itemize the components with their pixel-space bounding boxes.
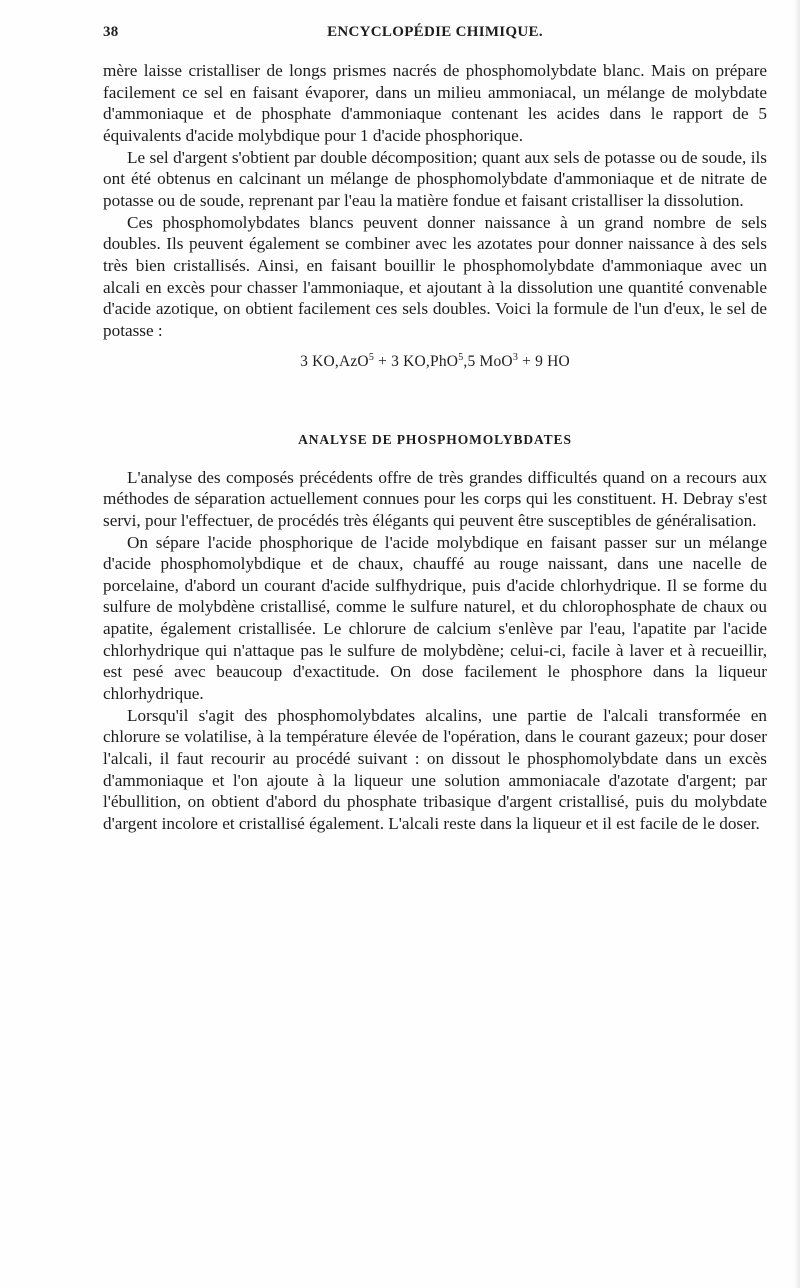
page-body	[103, 60, 767, 835]
formula-part: + 9 HO	[518, 352, 570, 370]
paragraph: On sépare l'acide phosphorique de l'acide molybdique en faisant passer sur un mélange d'acide phosphomolybdique et de chaux, chauffé au rouge naissant, dans une nacelle de porcelaine, d'abord un courant d'acide sulfhydrique, puis d'acide chlorhydrique. Il se forme du sulfure de molybdène cristallisé, comme le sulfure naturel, et du chlorophosphate de chaux ou apatite, également cristallisée. Le chlorure de calcium s'enlève par l'eau, l'apatite par l'acide chlorhydrique qui n'attaque pas le sulfure de molybdène; celui-ci, facile à laver et à recueillir, est pesé avec beaucoup d'exactitude. On dose facilement le phosphore dans la liqueur chlorhydrique.	[103, 532, 767, 704]
page-number: 38	[103, 24, 119, 40]
formula-superscript: 3	[512, 351, 519, 363]
section-heading: ANALYSE DE PHOSPHOMOLYBDATES	[298, 431, 572, 447]
formula-superscript: 5	[368, 351, 375, 363]
running-title: ENCYCLOPÉDIE CHIMIQUE.	[327, 24, 543, 40]
paragraph: Le sel d'argent s'obtient par double décomposition; quant aux sels de potasse ou de soude, ils ont été obtenus en calcinant un mélange de phosphomolybdate d'ammoniaque et de nitrate de potasse ou de soude, reprenant par l'eau la matière fondue et faisant cristalliser la dissolution.	[103, 147, 767, 210]
page-header	[103, 24, 767, 48]
chemical-formula	[103, 351, 767, 372]
paragraph: L'analyse des composés précédents offre de très grandes difficultés quand on a recours aux méthodes de séparation actuellement connues pour les corps qui les constituent. H. Debray s'est servi, pour l'effectuer, de procédés très élégants qui peuvent être susceptibles de généralisation.	[103, 467, 767, 530]
formula-part: 3 KO,AzO	[300, 352, 369, 370]
page-edge-shadow	[794, 0, 800, 1288]
formula-superscript: 5	[458, 351, 464, 363]
paragraph-continued: mère laisse cristalliser de longs prismes nacrés de phosphomolybdate blanc. Mais on prépare facilement ce sel en faisant évaporer, dans un milieu ammoniacal, un mélange de molybdate d'ammoniaque et de phosphate d'ammoniaque contenant les acides dans le rapport de 5 équivalents d'acide molybdique pour 1 d'acide phosphorique.	[103, 61, 767, 145]
formula-part: + 3 KO,PhO	[374, 352, 459, 370]
paragraph: Lorsqu'il s'agit des phosphomolybdates alcalins, une partie de l'alcali transformée en chlorure se volatilise, à la température élevée de l'opération, dans le courant gazeux; pour doser l'alcali, il faut recourir au procédé suivant : on dissout le phosphomolybdate dans un excès d'ammoniaque et l'on ajoute à la liqueur une solution ammoniacale d'azotate d'argent; par l'ébullition, on obtient d'abord du phosphate tribasique d'argent cristallisé, puis du molybdate d'argent incolore et cristallisé également. L'alcali reste dans la liqueur et il est facile de le doser.	[103, 705, 767, 834]
paragraph: Ces phosphomolybdates blancs peuvent donner naissance à un grand nombre de sels doubles. Ils peuvent également se combiner avec les azotates pour donner naissance à des sels très bien cristallisés. Ainsi, en faisant bouillir le phosphomolybdate d'ammoniaque avec un alcali en excès pour chasser l'ammoniaque, et ajoutant à la dissolution une quantité convenable d'acide azotique, on obtient facilement ces sels doubles. Voici la formule de l'un d'eux, le sel de potasse :	[103, 212, 767, 340]
formula-part: ,5 MoO	[463, 352, 513, 370]
